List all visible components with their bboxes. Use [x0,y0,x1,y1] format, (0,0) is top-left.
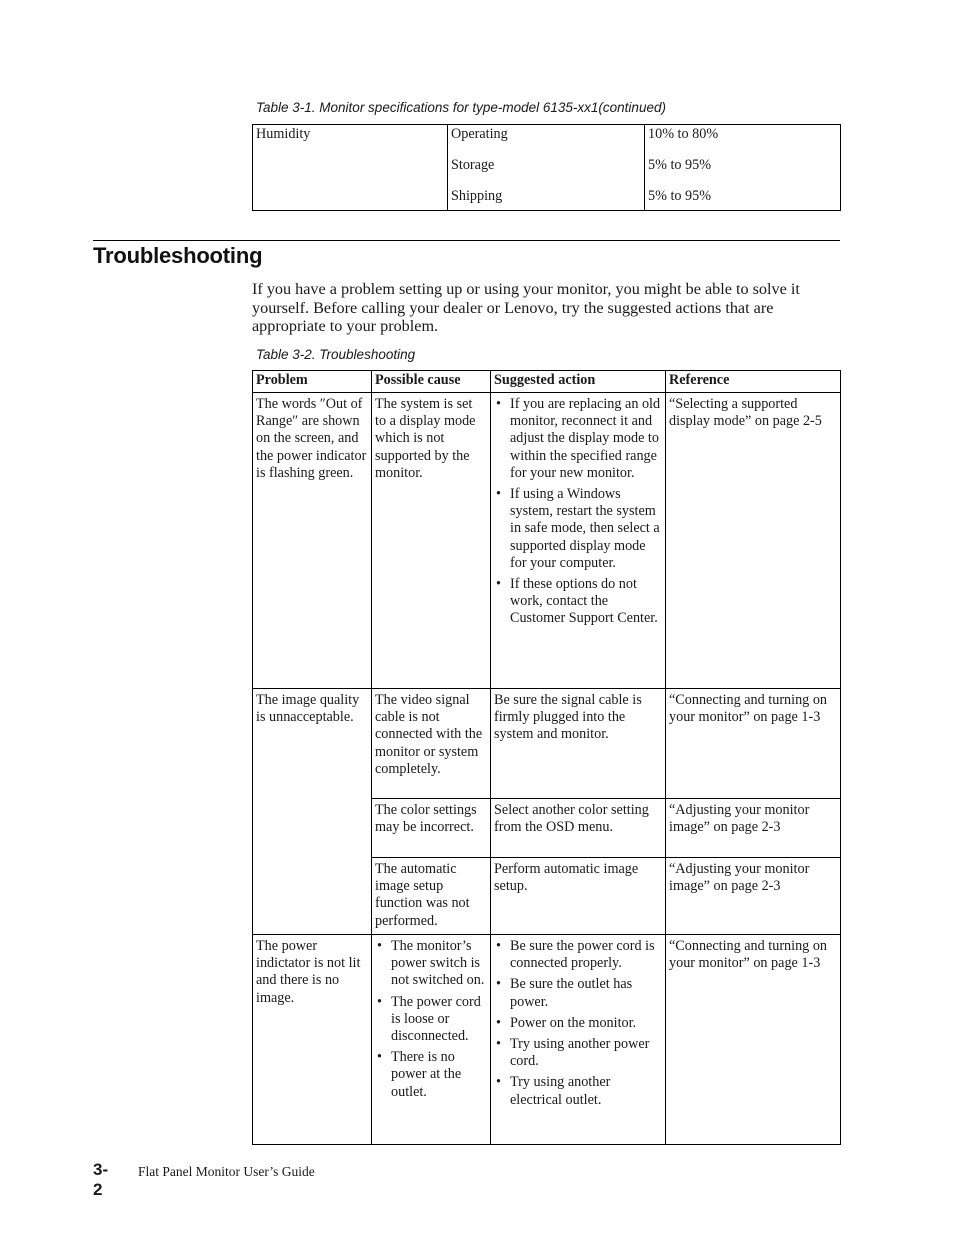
header-problem: Problem [253,371,372,393]
list-item: • The power cord is loose or disconnected. [375,994,486,1046]
page-number: 3-2 [93,1160,109,1199]
action-list [494,396,661,628]
list-item: • If using a Windows system, restart the system in safe mode, then select a supported display mode for your computer. [494,486,661,572]
cause-cell: The video signal cable is not connected with the monitor or system completely. [372,689,491,799]
spec-condition: Operating [451,126,508,142]
reference-cell: “Connecting and turning on your monitor” on page 1-3 [666,935,841,1145]
cause-cell [372,935,491,1145]
list-item: • Try using another electrical outlet. [494,1074,661,1108]
section-title: Troubleshooting [93,243,263,268]
spec-label: Humidity [253,125,448,211]
problem-cell: The words ″Out of Range″ are shown on the screen, and the power indicator is flashing green. [253,393,372,689]
table-row [253,393,841,689]
list-item: • Try using another power cord. [494,1036,661,1070]
footer-title: Flat Panel Monitor User’s Guide [138,1164,315,1179]
spec-value: 5% to 95% [648,188,712,204]
reference-cell: “Connecting and turning on your monitor” on page 1-3 [666,689,841,799]
spec-conditions [448,125,645,211]
list-item: • Be sure the power cord is connected properly. [494,938,661,972]
cause-cell: The color settings may be incorrect. [372,799,491,858]
list-item: • The monitor’s power switch is not switched on. [375,938,486,990]
table-row [253,125,841,211]
spec-value: 5% to 95% [648,157,712,173]
list-item: • If these options do not work, contact the Customer Support Center. [494,576,661,628]
cause-cell: The automatic image setup function was not performed. [372,858,491,935]
spec-condition: Storage [451,157,495,173]
cause-cell: The system is set to a display mode which is not supported by the monitor. [372,393,491,689]
action-cell: Select another color setting from the OSD menu. [491,799,666,858]
reference-cell: “Adjusting your monitor image” on page 2-3 [666,858,841,935]
list-item: • Power on the monitor. [494,1015,661,1032]
problem-cell: The image quality is unnacceptable. [253,689,372,935]
list-item: • There is no power at the outlet. [375,1049,486,1101]
troubleshooting-table [252,370,841,1145]
action-cell [491,935,666,1145]
table-row [253,935,841,1145]
header-action: Suggested action [491,371,666,393]
table-caption-specs: Table 3-1. Monitor specifications for type-model 6135-xx1(continued) [256,100,666,115]
table-row [253,689,841,799]
action-cell: Perform automatic image setup. [491,858,666,935]
problem-cell: The power indictator is not lit and there is no image. [253,935,372,1145]
header-reference: Reference [666,371,841,393]
cause-list [375,938,486,1101]
list-item: • If you are replacing an old monitor, reconnect it and adjust the display mode to within the specified range for your new monitor. [494,396,661,482]
action-cell [491,393,666,689]
action-cell: Be sure the signal cable is firmly plugged into the system and monitor. [491,689,666,799]
list-item: • Be sure the outlet has power. [494,976,661,1010]
section-intro: If you have a problem setting up or using your monitor, you might be able to solve it yourself. Before calling your dealer or Lenovo, try the suggested actions that are appropriate to your problem. [252,280,800,336]
spec-values [645,125,841,211]
table-header-row [253,371,841,393]
header-cause: Possible cause [372,371,491,393]
section-divider [93,240,840,241]
reference-cell: “Selecting a supported display mode” on page 2-5 [666,393,841,689]
spec-table [252,124,841,211]
action-list [494,938,661,1109]
spec-condition: Shipping [451,188,503,204]
reference-cell: “Adjusting your monitor image” on page 2-3 [666,799,841,858]
spec-value: 10% to 80% [648,126,719,142]
table-caption-troubleshooting: Table 3-2. Troubleshooting [256,347,416,362]
